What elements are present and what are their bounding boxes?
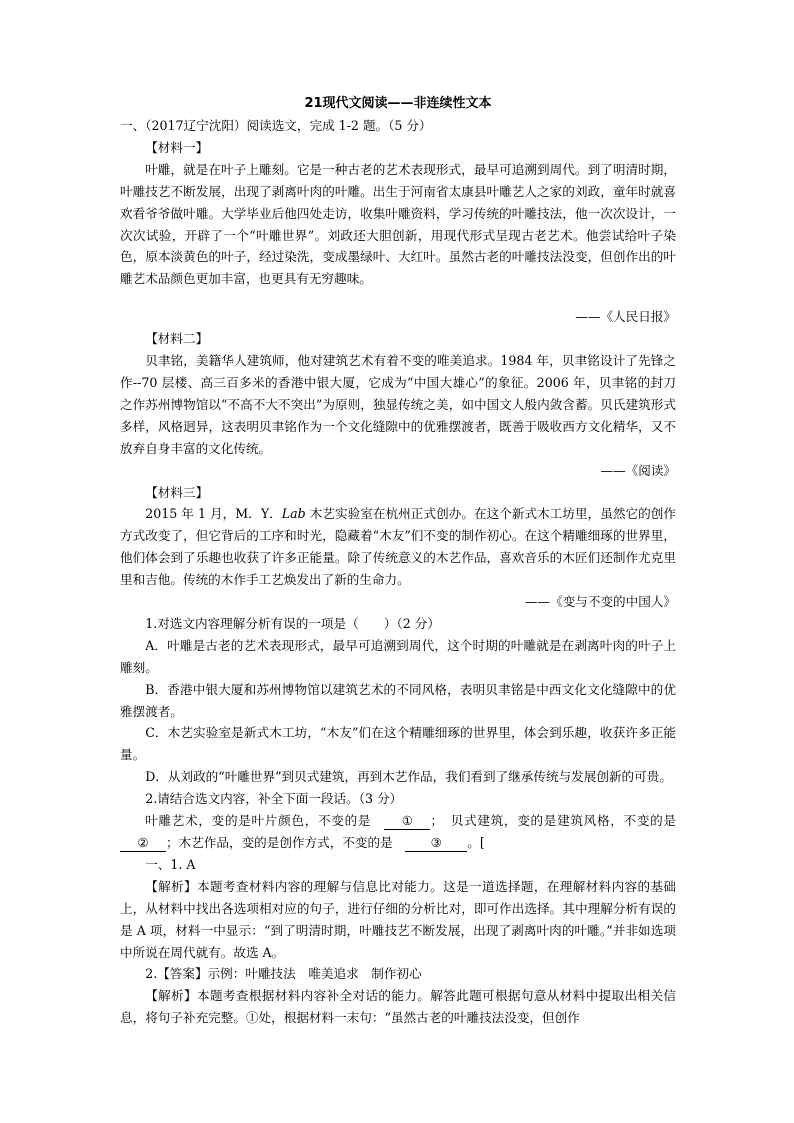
material-2-label: 【材料二】 [145, 331, 209, 347]
material-1-body: 叶雕，就是在叶子上雕刻。它是一种古老的艺术表现形式，最早可追溯到周代。到了明清时期，叶雕技艺不断发展，出现了剥离叶肉的叶雕。出生于河南省太康县叶雕艺人之家的刘政，童年时就喜欢看爷爷做叶雕。大学毕业后他四处走访，收集叶雕资料，学习传统的叶雕技法，他一次次设计，一次次试验，开辟了一个“叶雕世界”。刘政还大胆创新，用现代形式呈现古老艺术。他尝试给叶子染色，原本淡黄色的叶子，经过染洗，变成墨绿叶、大红叶。虽然古老的叶雕技法没变，但创作出的叶雕艺术品颜色更加丰富，也更具有无穷趣味。 [120, 161, 676, 287]
material-3-source: ——《变与不变的中国人》 [524, 594, 676, 610]
question-1-option-d: D．从刘政的“叶雕世界”到贝式建筑，再到木艺作品，我们看到了继承传统与发展创新的可贵。 [145, 769, 672, 785]
answer-2: 2.【答案】示例：叶雕技法 唯美追求 制作初心 [145, 966, 422, 982]
answer-1: 一、1. A [145, 856, 196, 872]
material-3-body [120, 503, 676, 591]
material-3-label: 【材料三】 [145, 484, 209, 500]
material-3-lab: Lab [281, 506, 306, 522]
blank-3: ③ [405, 835, 467, 852]
document-page [120, 94, 689, 1029]
material-3-body-a: 2015 年 1 月，M．Y． [145, 506, 282, 522]
question-1-option-b: B．香港中银大厦和苏州博物馆以建筑艺术的不同风格，表明贝聿铭是中西文化文化缝隙中的优雅摆渡者。 [120, 681, 676, 719]
q2-text-2: ； 贝式建筑，变的是建筑风格，不变的是 [430, 813, 689, 829]
spacer [120, 290, 676, 306]
material-1-label: 【材料一】 [145, 139, 209, 155]
material-2-source: ——《阅读》 [600, 462, 676, 478]
analysis-2: 【解析】本题考查根据材料内容补全对话的能力。解答此题可根据句意从材料中提取出相关信息，将句子补充完整。①处，根据材料一末句：“虽然古老的叶雕技法没变，但创作 [120, 988, 676, 1026]
doc-title: 21现代文阅读——非连续性文本 [304, 96, 492, 111]
question-2-stem: 2.请结合选文内容，补全下面一段话。（3 分） [145, 791, 403, 807]
blank-2: ② [120, 835, 166, 852]
q2-text-3: ；木艺作品，变的是创作方式，不变的是 [166, 835, 406, 850]
blank-1: ① [384, 813, 430, 830]
material-3-body-b: 木艺实验室在杭州正式创办。在这个新式木工坊里，虽然它的创作方式改变了，但它背后的工序和时光，隐藏着“木友”们不变的制作初心。在这个精雕细琢的世界里，他们体会到了乐趣也收获了许多正能量。除了传统意义的木艺作品，喜欢音乐的木匠们还制作尤克里里和吉他。传统的木作手工艺焕发出了新的生命力。 [120, 506, 676, 588]
material-2-body: 贝聿铭，美籍华人建筑师，他对建筑艺术有着不变的唯美追求。1984 年，贝聿铭设计了先锋之作--70 层楼、高三百多米的香港中银大厦，它成为“中国大雄心”的象征。2006 年，贝聿铭的封刀之作苏州博物馆以“不高不大不突出”为原则，独显传统之美，如中国文人般内敛含蓄。贝氏建筑形式多样，风格迥异，这表明贝聿铭作为一个文化缝隙中的优雅摆渡者，既善于吸收西方文化精华，又不放弃自身丰富的文化传统。 [120, 353, 676, 456]
question-2-body [120, 810, 689, 854]
question-1-stem: 1.对选文内容理解分析有误的一项是（ ）（2 分） [145, 615, 440, 631]
material-1-source: ——《人民日报》 [575, 309, 676, 325]
question-1-option-a: A．叶雕是古老的艺术表现形式，最早可追溯到周代，这个时期的叶雕就是在剥离叶肉的叶子上雕刻。 [120, 637, 676, 675]
question-header: 一、（2017辽宁沈阳）阅读选文，完成 1-2 题。（5 分） [120, 118, 432, 133]
q2-text-1: 叶雕艺术，变的是叶片颜色，不变的是 [145, 813, 385, 829]
question-1-option-c: C．木艺实验室是新式木工坊，“木友”们在这个精雕细琢的世界里，体会到乐趣，收获许多正能量。 [120, 725, 676, 763]
q2-text-4: 。[ [467, 835, 485, 850]
analysis-1: 【解析】本题考查材料内容的理解与信息比对能力。这是一道选择题，在理解材料内容的基础上，从材料中找出各选项相对应的句子，进行仔细的分析比对，即可作出选择。其中理解分析有误的是 A 项，材料一中显示：“到了明清时期，叶雕技艺不断发展，出现了剥离叶肉的叶雕。”并非如选项中所说在周代就有。故选 A。 [120, 878, 676, 960]
